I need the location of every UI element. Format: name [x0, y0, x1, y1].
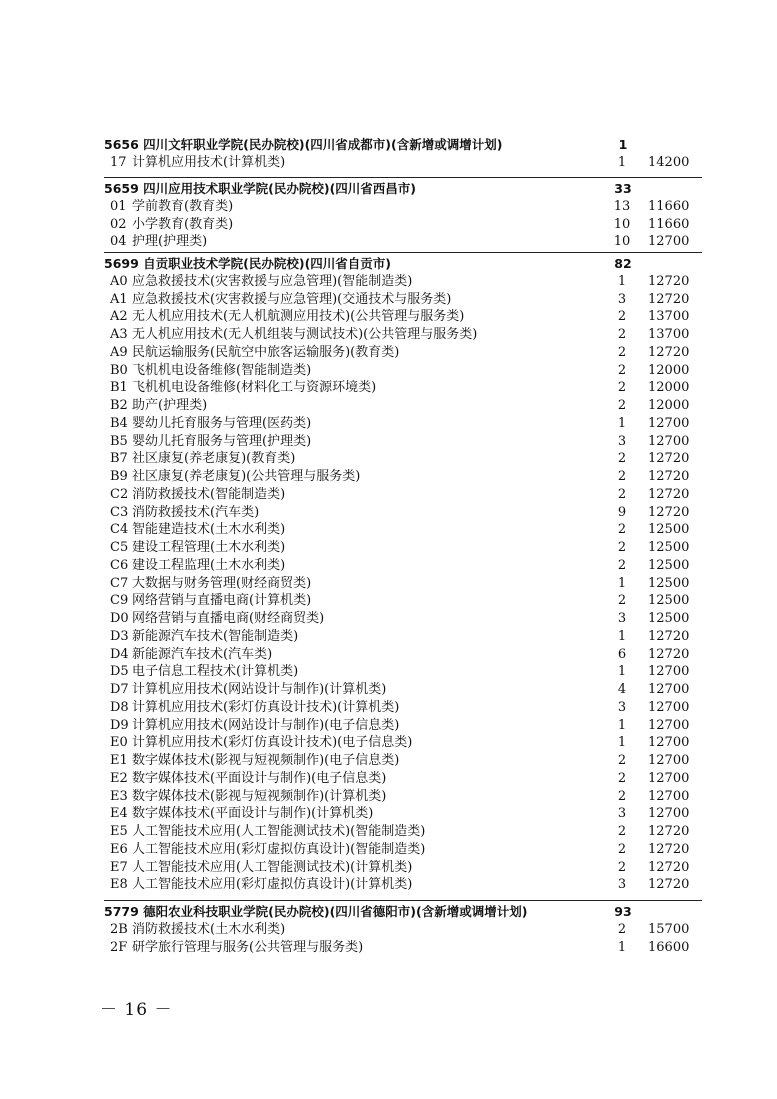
major-name: 飞机机电设备维修(智能制造类): [132, 362, 312, 378]
major-quota: 1: [617, 575, 627, 591]
major-tuition: 12500: [648, 522, 690, 538]
major-tuition: 12000: [648, 380, 690, 396]
major-row: [0, 646, 777, 664]
major-name: 消防救援技术(智能制造类): [132, 486, 286, 502]
major-name: 应急救援技术(灾害救援与应急管理)(智能制造类): [132, 273, 413, 289]
major-quota: 6: [617, 646, 627, 662]
major-quota: 2: [617, 451, 627, 467]
major-row: [0, 486, 777, 504]
major-quota: 1: [617, 154, 627, 170]
major-row: [0, 752, 777, 770]
major-row: [0, 379, 777, 397]
major-tuition: 12720: [648, 451, 690, 467]
major-tuition: 15700: [648, 921, 690, 937]
major-name: 计算机应用技术(彩灯仿真设计技术)(电子信息类): [132, 735, 413, 751]
major-tuition: 12000: [648, 362, 690, 378]
major-quota: 2: [617, 344, 627, 360]
major-name: 人工智能技术应用(彩灯虚拟仿真设计)(计算机类): [132, 877, 413, 893]
school-total: 1: [618, 137, 628, 152]
major-name: 婴幼儿托育服务与管理(医药类): [132, 415, 312, 431]
major-row: [0, 326, 777, 344]
major-quota: 10: [613, 216, 631, 232]
major-code: E1: [110, 753, 128, 768]
major-name: 建设工程监理(土木水利类): [132, 557, 286, 573]
school-name: 自贡职业技术学院(民办院校)(四川省自贡市): [143, 256, 392, 271]
school-title: [104, 180, 416, 198]
major-name: 电子信息工程技术(计算机类): [132, 664, 299, 680]
major-code: E6: [110, 841, 128, 857]
major-code: D5: [110, 664, 129, 680]
major-quota: 1: [617, 273, 627, 289]
major-tuition: 12720: [648, 841, 690, 857]
major-row: [0, 198, 777, 216]
major-tuition: 13700: [648, 309, 690, 325]
school-name: 四川文轩职业学院(民办院校)(四川省成都市)(含新增或调增计划): [143, 137, 503, 152]
major-tuition: 12500: [648, 593, 690, 609]
major-code: E7: [110, 859, 128, 875]
major-row: [0, 504, 777, 522]
major-name: 智能建造技术(土木水利类): [132, 522, 286, 538]
section-divider: [104, 252, 702, 253]
major-code: E2: [110, 770, 128, 786]
major-quota: 3: [617, 611, 627, 626]
major-row: [0, 734, 777, 752]
major-name: 婴幼儿托育服务与管理(护理类): [132, 433, 312, 449]
major-row: [0, 788, 777, 806]
major-quota: 1: [617, 415, 627, 431]
school-block: [0, 903, 777, 956]
major-quota: 2: [617, 921, 627, 937]
major-tuition: 16600: [648, 939, 690, 955]
major-code: C3: [110, 504, 129, 520]
major-code: C6: [110, 557, 129, 573]
major-quota: 2: [617, 859, 627, 875]
major-code: 2B: [110, 921, 128, 937]
major-quota: 1: [617, 735, 627, 751]
major-tuition: 12500: [648, 540, 690, 555]
major-tuition: 12500: [648, 611, 690, 626]
major-code: D4: [110, 646, 129, 662]
major-code: 01: [110, 198, 127, 214]
school-block: [0, 255, 777, 894]
major-quota: 3: [617, 699, 627, 715]
major-code: D0: [110, 611, 129, 626]
major-code: E8: [110, 877, 128, 893]
major-row: [0, 415, 777, 433]
major-quota: 2: [617, 398, 627, 413]
major-code: C2: [110, 486, 129, 502]
school-block: [0, 136, 777, 172]
major-tuition: 12700: [648, 788, 690, 804]
major-name: 新能源汽车技术(智能制造类): [132, 628, 299, 644]
page-number: － 16 －: [100, 1000, 173, 1020]
major-row: [0, 823, 777, 841]
major-name: 人工智能技术应用(彩灯虚拟仿真设计)(智能制造类): [132, 841, 426, 857]
major-name: 计算机应用技术(网站设计与制作)(电子信息类): [132, 717, 400, 733]
major-row: [0, 681, 777, 699]
major-name: 数字媒体技术(影视与短视频制作)(计算机类): [132, 788, 387, 804]
major-row: [0, 610, 777, 628]
major-code: C5: [110, 540, 129, 555]
major-code: D9: [110, 717, 129, 733]
major-row: [0, 216, 777, 234]
section-divider: [104, 177, 702, 178]
major-tuition: 13700: [648, 327, 690, 342]
major-tuition: 12720: [648, 859, 690, 875]
major-code: A0: [110, 273, 128, 289]
major-quota: 1: [617, 664, 627, 680]
major-code: C4: [110, 522, 129, 538]
major-quota: 2: [617, 824, 627, 839]
major-row: [0, 233, 777, 251]
major-row: [0, 308, 777, 326]
major-row: [0, 539, 777, 557]
major-tuition: 12700: [648, 664, 690, 680]
major-quota: 1: [617, 628, 627, 644]
major-name: 助产(护理类): [132, 398, 208, 413]
major-row: [0, 433, 777, 451]
major-code: 2F: [110, 939, 128, 955]
major-tuition: 12720: [648, 469, 690, 484]
major-quota: 2: [617, 522, 627, 538]
major-code: B0: [110, 362, 128, 378]
major-quota: 2: [617, 770, 627, 786]
major-quota: 2: [617, 753, 627, 768]
major-tuition: 12700: [648, 735, 690, 751]
major-quota: 2: [617, 362, 627, 378]
major-tuition: 12720: [648, 646, 690, 662]
major-name: 研学旅行管理与服务(公共管理与服务类): [132, 939, 364, 955]
major-quota: 2: [617, 486, 627, 502]
major-quota: 2: [617, 540, 627, 555]
major-tuition: 12500: [648, 557, 690, 573]
major-code: E4: [110, 806, 128, 822]
major-name: 数字媒体技术(影视与短视频制作)(电子信息类): [132, 753, 400, 768]
school-title: [104, 136, 502, 154]
major-code: B5: [110, 433, 128, 449]
major-tuition: 12720: [648, 486, 690, 502]
major-name: 计算机应用技术(网站设计与制作)(计算机类): [132, 682, 387, 697]
major-name: 人工智能技术应用(人工智能测试技术)(智能制造类): [132, 824, 426, 839]
major-quota: 9: [617, 504, 627, 520]
major-code: B2: [110, 398, 128, 413]
major-row: [0, 939, 777, 957]
major-row: [0, 154, 777, 172]
major-tuition: 12700: [648, 234, 690, 250]
major-code: 02: [110, 216, 127, 232]
major-name: 小学教育(教育类): [132, 216, 234, 232]
major-row: [0, 841, 777, 859]
major-quota: 2: [617, 309, 627, 325]
major-code: D8: [110, 699, 129, 715]
major-row: [0, 876, 777, 894]
major-code: D7: [110, 682, 129, 697]
major-code: 04: [110, 234, 127, 250]
major-tuition: 12720: [648, 504, 690, 520]
school-code: 5656: [104, 137, 139, 152]
major-name: 学前教育(教育类): [132, 198, 234, 214]
major-tuition: 12720: [648, 877, 690, 893]
major-code: B7: [110, 451, 128, 467]
major-tuition: 12700: [648, 770, 690, 786]
major-name: 社区康复(养老康复)(教育类): [132, 451, 296, 467]
major-tuition: 12720: [648, 824, 690, 839]
major-name: 新能源汽车技术(汽车类): [132, 646, 273, 662]
major-quota: 2: [617, 327, 627, 342]
school-total: 82: [614, 256, 632, 271]
school-name: 德阳农业科技职业学院(民办院校)(四川省德阳市)(含新增或调增计划): [143, 904, 528, 919]
major-row: [0, 557, 777, 575]
major-row: [0, 468, 777, 486]
major-quota: 2: [617, 380, 627, 396]
major-code: E0: [110, 735, 128, 751]
major-tuition: 12720: [648, 628, 690, 644]
major-tuition: 12700: [648, 717, 690, 733]
major-quota: 3: [617, 433, 627, 449]
major-name: 消防救援技术(汽车类): [132, 504, 260, 520]
major-name: 网络营销与直播电商(计算机类): [132, 593, 312, 609]
major-name: 无人机应用技术(无人机航测应用技术)(公共管理与服务类): [132, 309, 465, 325]
major-name: 消防救援技术(土木水利类): [132, 921, 286, 937]
school-code: 5699: [104, 256, 139, 271]
major-name: 社区康复(养老康复)(公共管理与服务类): [132, 469, 361, 484]
major-tuition: 12700: [648, 806, 690, 822]
major-name: 飞机机电设备维修(材料化工与资源环境类): [132, 380, 377, 396]
major-tuition: 12700: [648, 433, 690, 449]
major-tuition: 14200: [648, 154, 690, 170]
major-name: 网络营销与直播电商(财经商贸类): [132, 611, 325, 626]
major-quota: 4: [617, 682, 627, 697]
school-code: 5659: [104, 181, 139, 196]
major-code: 17: [110, 154, 127, 170]
major-tuition: 12700: [648, 682, 690, 697]
major-code: A9: [110, 344, 128, 360]
major-row: [0, 805, 777, 823]
school-title: [104, 903, 527, 921]
major-name: 计算机应用技术(计算机类): [132, 154, 286, 170]
major-quota: 3: [617, 877, 627, 893]
major-name: 民航运输服务(民航空中旅客运输服务)(教育类): [132, 344, 400, 360]
major-code: C9: [110, 593, 129, 609]
major-row: [0, 921, 777, 939]
major-name: 数字媒体技术(平面设计与制作)(计算机类): [132, 806, 374, 822]
major-row: [0, 717, 777, 735]
major-quota: 13: [613, 198, 631, 214]
major-tuition: 12000: [648, 398, 690, 413]
major-code: D3: [110, 628, 129, 644]
major-code: A1: [110, 291, 128, 307]
major-row: [0, 859, 777, 877]
school-header: [0, 255, 777, 273]
major-name: 大数据与财务管理(财经商贸类): [132, 575, 312, 591]
major-quota: 1: [617, 717, 627, 733]
major-tuition: 12700: [648, 753, 690, 768]
major-name: 人工智能技术应用(人工智能测试技术)(计算机类): [132, 859, 413, 875]
major-row: [0, 450, 777, 468]
major-name: 应急救援技术(灾害救援与应急管理)(交通技术与服务类): [132, 291, 452, 307]
major-row: [0, 397, 777, 415]
major-tuition: 11660: [648, 216, 690, 232]
major-row: [0, 575, 777, 593]
major-code: E3: [110, 788, 128, 804]
major-row: [0, 663, 777, 681]
major-code: E5: [110, 824, 128, 839]
major-row: [0, 699, 777, 717]
major-quota: 10: [613, 234, 631, 250]
school-total: 33: [614, 181, 632, 196]
section-divider: [104, 900, 702, 901]
school-header: [0, 903, 777, 921]
major-quota: 2: [617, 557, 627, 573]
major-row: [0, 628, 777, 646]
school-header: [0, 136, 777, 154]
major-code: B4: [110, 415, 128, 431]
major-code: B9: [110, 469, 128, 484]
major-tuition: 12700: [648, 415, 690, 431]
major-quota: 2: [617, 469, 627, 484]
school-code: 5779: [104, 904, 139, 919]
school-name: 四川应用技术职业学院(民办院校)(四川省西昌市): [143, 181, 417, 196]
major-name: 计算机应用技术(彩灯仿真设计技术)(计算机类): [132, 699, 400, 715]
major-tuition: 12720: [648, 273, 690, 289]
major-tuition: 12720: [648, 291, 690, 307]
major-row: [0, 521, 777, 539]
major-code: A2: [110, 309, 128, 325]
major-quota: 2: [617, 788, 627, 804]
major-row: [0, 770, 777, 788]
major-quota: 2: [617, 841, 627, 857]
major-tuition: 12720: [648, 344, 690, 360]
major-quota: 3: [617, 806, 627, 822]
major-row: [0, 362, 777, 380]
school-title: [104, 255, 391, 273]
major-code: A3: [110, 327, 128, 342]
major-code: C7: [110, 575, 129, 591]
major-row: [0, 592, 777, 610]
major-quota: 2: [617, 593, 627, 609]
major-row: [0, 291, 777, 309]
school-header: [0, 180, 777, 198]
major-tuition: 12700: [648, 699, 690, 715]
major-name: 护理(护理类): [132, 234, 208, 250]
school-block: [0, 180, 777, 251]
major-row: [0, 344, 777, 362]
major-tuition: 11660: [648, 198, 690, 214]
school-total: 93: [614, 904, 632, 919]
major-name: 无人机应用技术(无人机组装与测试技术)(公共管理与服务类): [132, 327, 478, 342]
major-name: 数字媒体技术(平面设计与制作)(电子信息类): [132, 770, 387, 786]
major-quota: 3: [617, 291, 627, 307]
major-tuition: 12500: [648, 575, 690, 591]
major-row: [0, 273, 777, 291]
major-code: B1: [110, 380, 128, 396]
major-quota: 1: [617, 939, 627, 955]
major-name: 建设工程管理(土木水利类): [132, 540, 286, 555]
